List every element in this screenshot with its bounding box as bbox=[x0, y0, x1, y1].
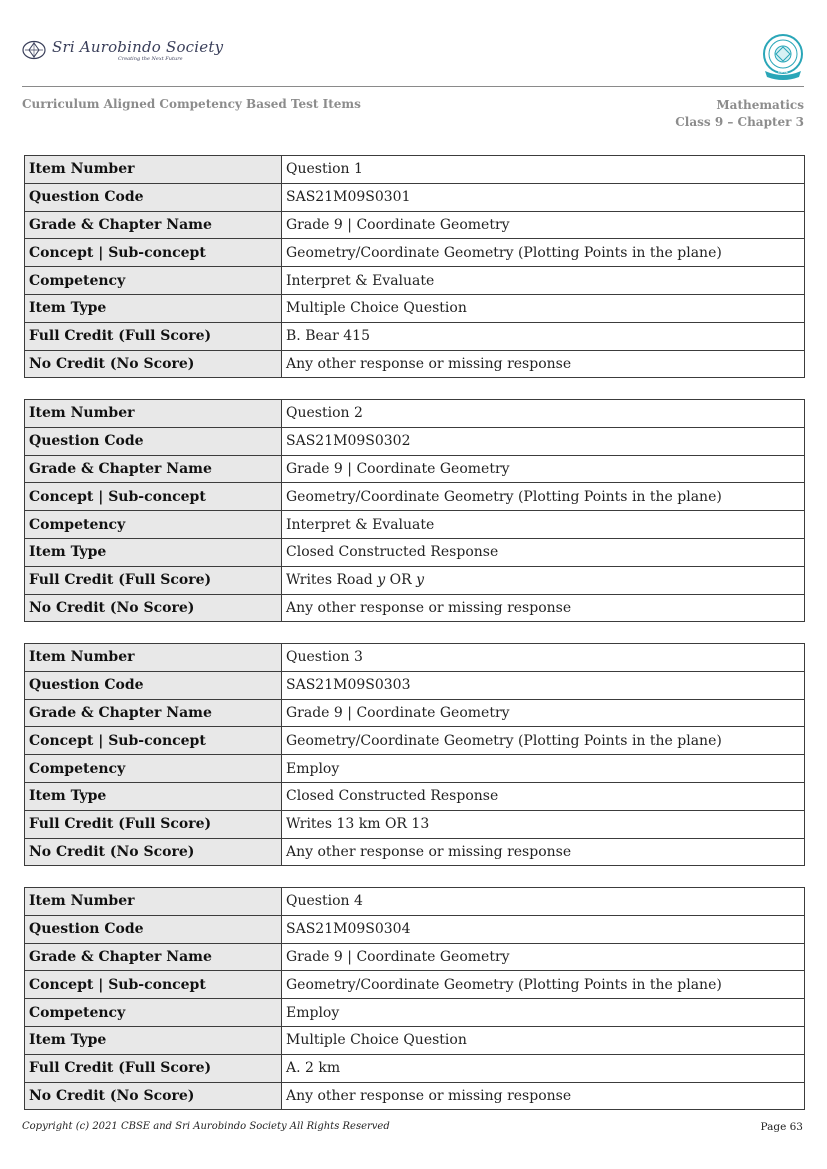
table-row bbox=[25, 999, 805, 1027]
label-cell: Competency bbox=[25, 511, 282, 539]
table-row bbox=[25, 455, 805, 483]
label-cell: Competency bbox=[25, 267, 282, 295]
brand-tagline: Creating the Next Future bbox=[118, 56, 183, 62]
label-cell: Concept | Sub-concept bbox=[25, 239, 282, 267]
subject-block bbox=[675, 97, 804, 131]
table-row bbox=[25, 239, 805, 267]
credit-or: OR bbox=[385, 572, 417, 589]
table-row bbox=[25, 727, 805, 755]
value-cell: Employ bbox=[282, 999, 805, 1027]
label-cell: Full Credit (Full Score) bbox=[25, 810, 282, 838]
label-cell: Grade & Chapter Name bbox=[25, 699, 282, 727]
table-row bbox=[25, 838, 805, 866]
item-table-question-3 bbox=[24, 643, 805, 866]
page-number: Page 63 bbox=[760, 1121, 803, 1133]
society-emblem-icon bbox=[22, 40, 46, 60]
table-row bbox=[25, 267, 805, 295]
label-cell: Question Code bbox=[25, 671, 282, 699]
table-row bbox=[25, 699, 805, 727]
label-cell: No Credit (No Score) bbox=[25, 594, 282, 622]
value-cell: Any other response or missing response bbox=[282, 350, 805, 378]
value-cell: SAS21M09S0302 bbox=[282, 427, 805, 455]
value-cell: Any other response or missing response bbox=[282, 838, 805, 866]
value-cell: SAS21M09S0301 bbox=[282, 183, 805, 211]
label-cell: Item Type bbox=[25, 294, 282, 322]
table-row bbox=[25, 1054, 805, 1082]
value-cell: Grade 9 | Coordinate Geometry bbox=[282, 211, 805, 239]
label-cell: Item Type bbox=[25, 538, 282, 566]
value-cell: Closed Constructed Response bbox=[282, 782, 805, 810]
table-row bbox=[25, 594, 805, 622]
table-row bbox=[25, 294, 805, 322]
value-cell: Interpret & Evaluate bbox=[282, 511, 805, 539]
label-cell: Full Credit (Full Score) bbox=[25, 1054, 282, 1082]
value-cell: Any other response or missing response bbox=[282, 594, 805, 622]
label-cell: Item Type bbox=[25, 1026, 282, 1054]
label-cell: Item Number bbox=[25, 888, 282, 916]
value-cell: Geometry/Coordinate Geometry (Plotting Points in the plane) bbox=[282, 483, 805, 511]
label-cell: Concept | Sub-concept bbox=[25, 727, 282, 755]
table-row bbox=[25, 183, 805, 211]
class-chapter: Class 9 – Chapter 3 bbox=[675, 115, 804, 129]
credit-prefix: Writes Road bbox=[286, 572, 378, 589]
table-row bbox=[25, 156, 805, 184]
label-cell: Question Code bbox=[25, 427, 282, 455]
cbse-seal-logo bbox=[761, 33, 805, 81]
table-row bbox=[25, 671, 805, 699]
label-cell: No Credit (No Score) bbox=[25, 350, 282, 378]
value-cell: SAS21M09S0303 bbox=[282, 671, 805, 699]
value-cell: Geometry/Coordinate Geometry (Plotting Points in the plane) bbox=[282, 239, 805, 267]
label-cell: Grade & Chapter Name bbox=[25, 211, 282, 239]
sri-aurobindo-society-logo bbox=[22, 36, 224, 68]
table-row bbox=[25, 1082, 805, 1110]
table-row bbox=[25, 782, 805, 810]
table-row bbox=[25, 566, 805, 594]
subject-name: Mathematics bbox=[716, 98, 804, 112]
table-row bbox=[25, 538, 805, 566]
value-cell: Employ bbox=[282, 755, 805, 783]
label-cell: Concept | Sub-concept bbox=[25, 483, 282, 511]
copyright-notice: Copyright (c) 2021 CBSE and Sri Aurobindo Society All Rights Reserved bbox=[22, 1121, 390, 1132]
label-cell: Concept | Sub-concept bbox=[25, 971, 282, 999]
label-cell: Item Number bbox=[25, 400, 282, 428]
table-row bbox=[25, 810, 805, 838]
value-cell: Geometry/Coordinate Geometry (Plotting Points in the plane) bbox=[282, 727, 805, 755]
label-cell: Item Number bbox=[25, 156, 282, 184]
value-cell: Grade 9 | Coordinate Geometry bbox=[282, 699, 805, 727]
seal-text: CBSE bbox=[777, 69, 789, 74]
table-row bbox=[25, 350, 805, 378]
value-cell: A. 2 km bbox=[282, 1054, 805, 1082]
value-cell: Question 2 bbox=[282, 400, 805, 428]
value-cell: SAS21M09S0304 bbox=[282, 915, 805, 943]
value-cell: Any other response or missing response bbox=[282, 1082, 805, 1110]
label-cell: Grade & Chapter Name bbox=[25, 943, 282, 971]
item-table-question-1 bbox=[24, 155, 805, 378]
label-cell: Item Number bbox=[25, 644, 282, 672]
document-title: Curriculum Aligned Competency Based Test Items bbox=[22, 97, 361, 111]
label-cell: Competency bbox=[25, 755, 282, 783]
table-row bbox=[25, 322, 805, 350]
label-cell: Full Credit (Full Score) bbox=[25, 566, 282, 594]
variable-y: y bbox=[416, 572, 424, 589]
value-cell: Closed Constructed Response bbox=[282, 538, 805, 566]
table-row bbox=[25, 211, 805, 239]
table-row bbox=[25, 755, 805, 783]
variable-y: y bbox=[377, 572, 386, 589]
value-cell: Question 3 bbox=[282, 644, 805, 672]
table-row bbox=[25, 971, 805, 999]
table-row bbox=[25, 943, 805, 971]
label-cell: Full Credit (Full Score) bbox=[25, 322, 282, 350]
table-row bbox=[25, 427, 805, 455]
value-cell: Interpret & Evaluate bbox=[282, 267, 805, 295]
table-row bbox=[25, 888, 805, 916]
value-cell: Grade 9 | Coordinate Geometry bbox=[282, 943, 805, 971]
value-cell bbox=[282, 566, 805, 594]
value-cell: Multiple Choice Question bbox=[282, 294, 805, 322]
table-row bbox=[25, 400, 805, 428]
value-cell: Geometry/Coordinate Geometry (Plotting Points in the plane) bbox=[282, 971, 805, 999]
table-row bbox=[25, 511, 805, 539]
label-cell: No Credit (No Score) bbox=[25, 838, 282, 866]
label-cell: Item Type bbox=[25, 782, 282, 810]
label-cell: Grade & Chapter Name bbox=[25, 455, 282, 483]
label-cell: Question Code bbox=[25, 183, 282, 211]
item-table-question-4 bbox=[24, 887, 805, 1110]
brand-name: Sri Aurobindo Society bbox=[52, 38, 224, 56]
value-cell: Grade 9 | Coordinate Geometry bbox=[282, 455, 805, 483]
table-row bbox=[25, 644, 805, 672]
value-cell: Writes 13 km OR 13 bbox=[282, 810, 805, 838]
value-cell: Question 1 bbox=[282, 156, 805, 184]
label-cell: Question Code bbox=[25, 915, 282, 943]
label-cell: No Credit (No Score) bbox=[25, 1082, 282, 1110]
table-row bbox=[25, 1026, 805, 1054]
table-row bbox=[25, 915, 805, 943]
value-cell: Multiple Choice Question bbox=[282, 1026, 805, 1054]
table-row bbox=[25, 483, 805, 511]
value-cell: Question 4 bbox=[282, 888, 805, 916]
value-cell: B. Bear 415 bbox=[282, 322, 805, 350]
label-cell: Competency bbox=[25, 999, 282, 1027]
header-divider bbox=[22, 86, 804, 87]
item-table-question-2 bbox=[24, 399, 805, 622]
